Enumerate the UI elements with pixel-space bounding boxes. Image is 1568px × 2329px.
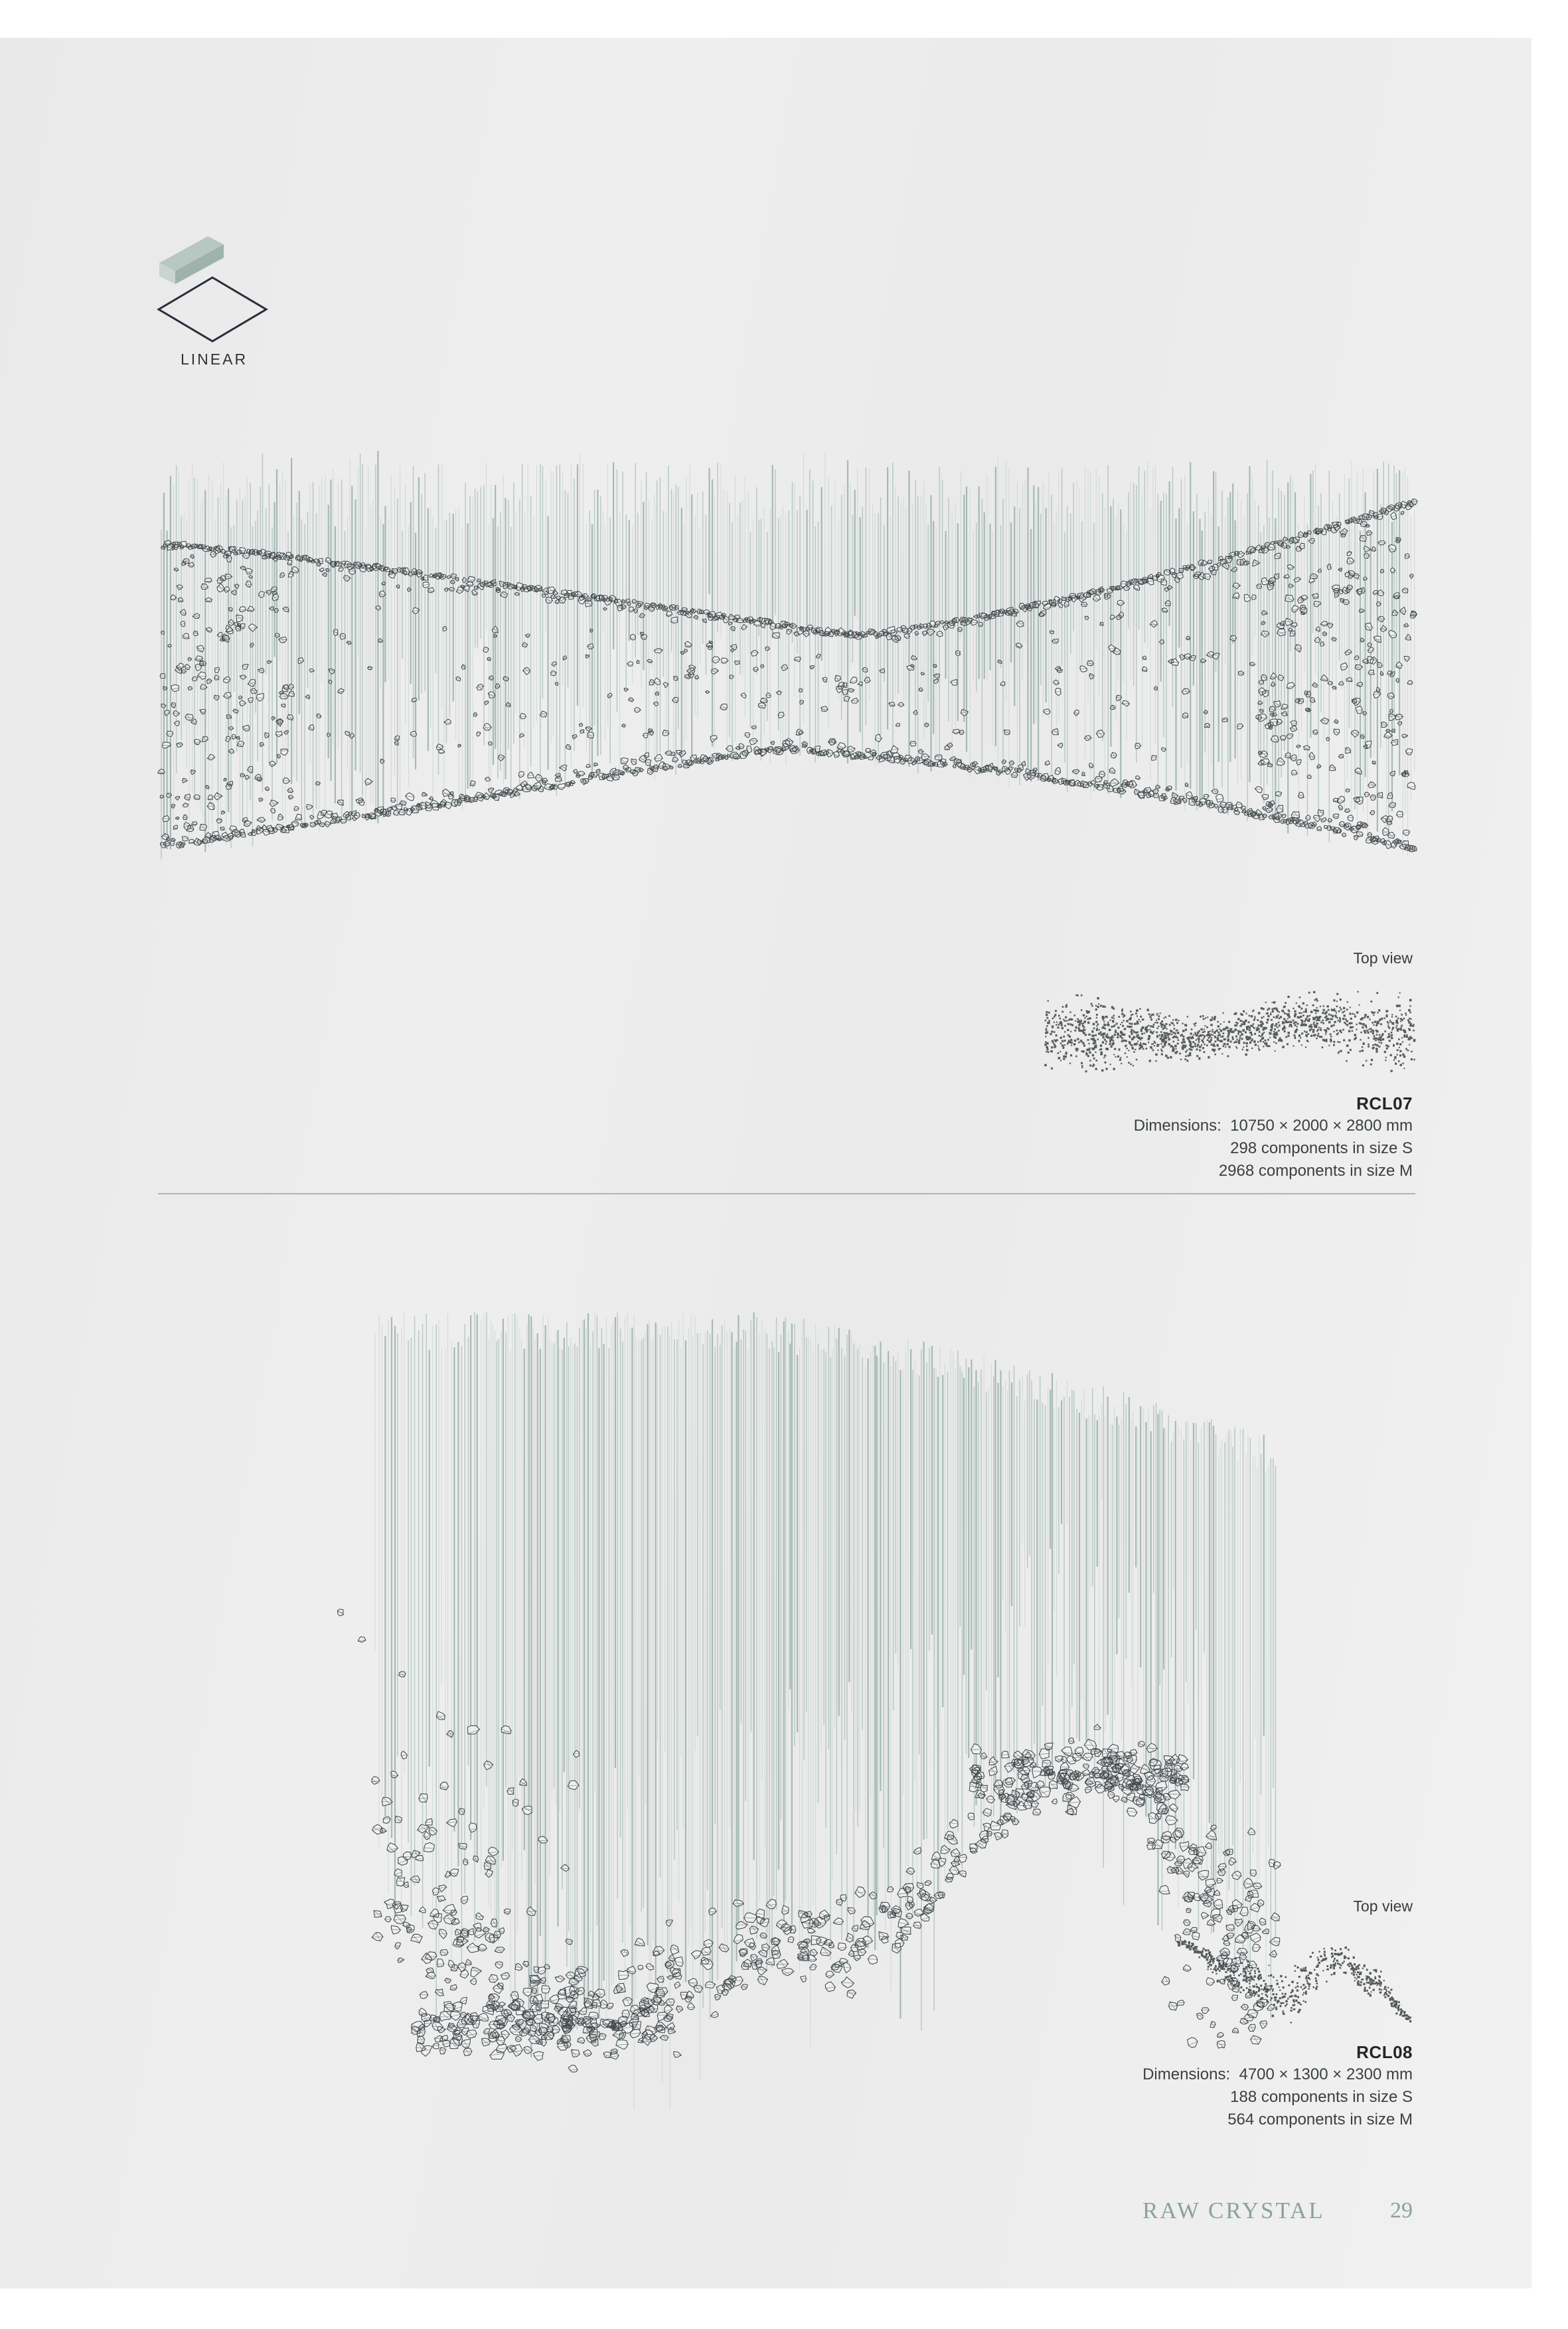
top-view-label-rcl07: Top view xyxy=(1353,949,1413,967)
product-components-s: 298 components in size S xyxy=(1230,1139,1413,1157)
linear-ceiling-fixture-icon xyxy=(159,236,266,341)
footer-page-number: 29 xyxy=(1390,2198,1413,2223)
divider-line xyxy=(158,1193,1415,1194)
diamond-outline-icon xyxy=(159,278,266,341)
product-render-rcl07 xyxy=(158,451,1418,859)
product-render-rcl08 xyxy=(337,1312,1281,2110)
footer-collection-name: RAW CRYSTAL xyxy=(1142,2198,1325,2223)
top-view-plan-rcl07 xyxy=(1044,991,1415,1073)
product-components-s: 188 components in size S xyxy=(1230,2088,1413,2106)
product-spec-rcl08 xyxy=(1142,2041,1413,2131)
top-view-label-rcl08: Top view xyxy=(1353,1897,1413,1915)
product-spec-rcl07 xyxy=(1134,1092,1413,1182)
product-id: RCL08 xyxy=(1356,2042,1413,2062)
product-dimensions: Dimensions: 4700 × 1300 × 2300 mm xyxy=(1142,2065,1413,2083)
product-components-m: 564 components in size M xyxy=(1227,2111,1413,2128)
product-id: RCL07 xyxy=(1356,1093,1413,1113)
product-dimensions: Dimensions: 10750 × 2000 × 2800 mm xyxy=(1133,1117,1413,1135)
category-label: LINEAR xyxy=(181,351,248,368)
product-components-m: 2968 components in size M xyxy=(1218,1162,1413,1180)
